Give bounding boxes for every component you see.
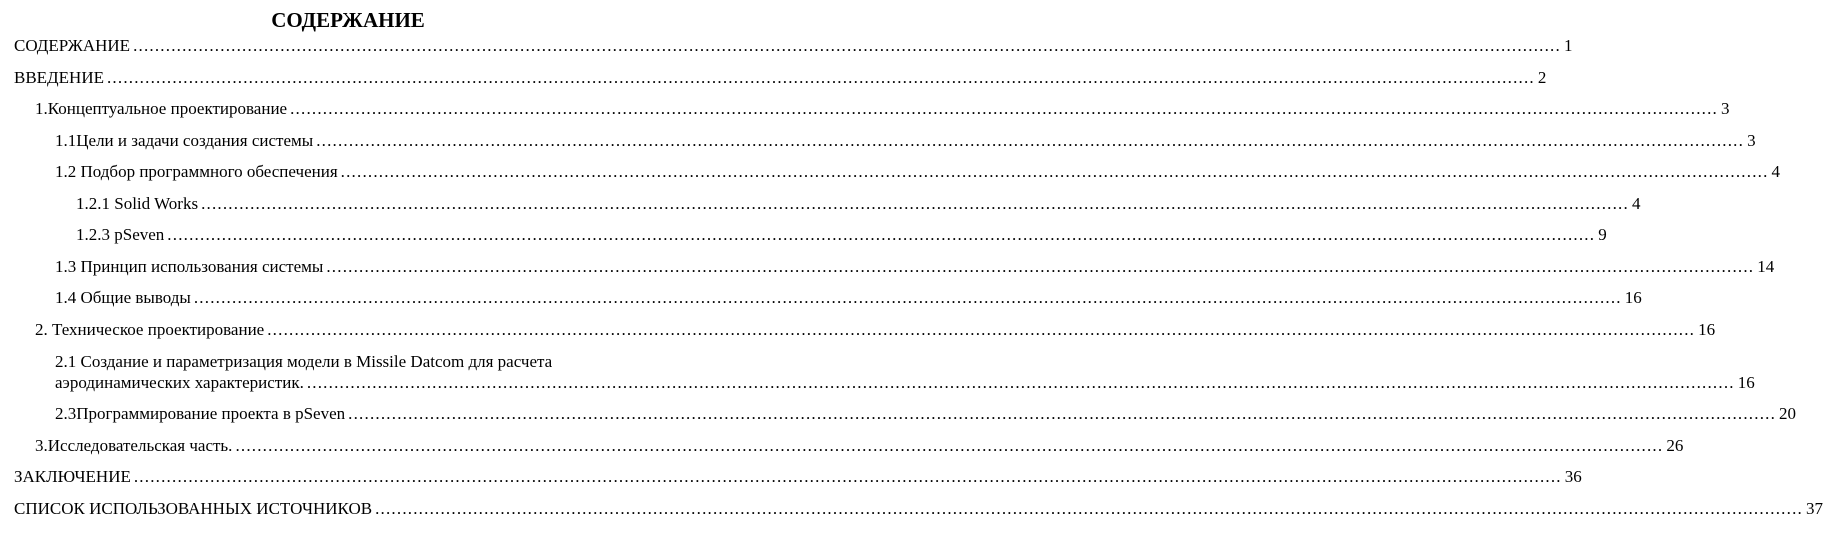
toc-entry-1[interactable] — [14, 99, 1730, 119]
toc-entry-2-1[interactable] — [14, 351, 1755, 393]
toc-page-number: 20 — [1779, 404, 1797, 423]
toc-page-number: 3 — [1721, 99, 1730, 118]
toc-entry-text: 3.Исследовательская часть. — [35, 435, 233, 455]
toc-dot-leader — [316, 131, 1744, 151]
toc-entry-3[interactable] — [14, 435, 1684, 456]
toc-entry-multiline — [55, 351, 1755, 393]
toc-entry-1-2[interactable] — [14, 162, 1781, 182]
toc-list — [14, 36, 1823, 519]
toc-entry-text: 1.Концептуальное проектирование — [35, 99, 288, 118]
toc-entry-1-3[interactable] — [14, 256, 1775, 277]
toc-entry-1-2-3[interactable] — [14, 225, 1607, 245]
toc-entry-text-line2: аэродинамических характеристик. — [55, 373, 304, 392]
toc-entry-1-2-1[interactable] — [14, 193, 1641, 214]
toc-page-number: 16 — [1698, 319, 1716, 339]
toc-dot-leader — [267, 320, 1695, 340]
toc-entry-text: ВВЕДЕНИЕ — [14, 67, 104, 87]
toc-dot-leader — [235, 436, 1663, 456]
toc-page-number: 16 — [1737, 373, 1755, 392]
toc-entry-line2-row — [55, 373, 1755, 393]
toc-page-number: 2 — [1537, 67, 1547, 87]
toc-page-number: 3 — [1747, 130, 1756, 150]
toc-entry-text: 1.2.3 pSeven — [76, 225, 165, 244]
toc-title: СОДЕРЖАНИЕ — [271, 8, 425, 32]
toc-entry-text: ЗАКЛЮЧЕНИЕ — [14, 467, 131, 486]
toc-page-number: 36 — [1564, 467, 1582, 486]
toc-dot-leader — [326, 257, 1754, 277]
toc-dot-leader — [201, 194, 1629, 214]
toc-dot-leader — [290, 99, 1718, 119]
toc-entry-text-line1: 2.1 Создание и параметризация модели в Missile Datcom для расчета — [55, 352, 553, 371]
toc-page-number: 4 — [1771, 162, 1781, 181]
toc-page-number: 16 — [1624, 288, 1642, 307]
toc-entry-text: 1.2 Подбор программного обеспечения — [55, 162, 338, 181]
toc-dot-leader — [107, 68, 1535, 88]
toc-dot-leader — [194, 288, 1622, 308]
toc-page-number: 1 — [1563, 36, 1573, 55]
toc-entry-text: 2.3Программирование проекта в pSeven — [55, 404, 346, 423]
toc-page-number: 26 — [1666, 435, 1684, 455]
toc-page-number: 4 — [1631, 193, 1641, 213]
toc-page-number: 9 — [1598, 225, 1607, 244]
toc-entry-1-4[interactable] — [14, 288, 1642, 308]
toc-dot-leader — [307, 373, 1735, 393]
toc-entry-vvedenie[interactable] — [14, 67, 1547, 88]
toc-dot-leader — [341, 162, 1769, 182]
toc-dot-leader — [134, 467, 1562, 487]
toc-entry-1-1[interactable] — [14, 130, 1756, 151]
toc-dot-leader — [375, 499, 1803, 519]
toc-dot-leader — [133, 36, 1561, 56]
toc-page-number: 14 — [1757, 256, 1775, 276]
toc-entry-spisok-istochnikov[interactable] — [14, 498, 1823, 519]
toc-entry-2[interactable] — [14, 319, 1716, 340]
toc-entry-zaklyuchenie[interactable] — [14, 467, 1582, 487]
toc-entry-text: 1.4 Общие выводы — [55, 288, 191, 307]
toc-entry-text: 1.2.1 Solid Works — [76, 193, 199, 213]
toc-entry-text: 2. Техническое проектирование — [35, 319, 265, 339]
toc-page-number: 37 — [1805, 498, 1823, 518]
toc-entry-2-3[interactable] — [14, 404, 1797, 424]
toc-dot-leader — [167, 225, 1595, 245]
toc-entry-text: 1.3 Принцип использования системы — [55, 256, 324, 276]
toc-dot-leader — [348, 404, 1776, 424]
toc-entry-soderzhanie[interactable] — [14, 36, 1573, 56]
toc-entry-text: СОДЕРЖАНИЕ — [14, 36, 131, 55]
toc-entry-text: 1.1Цели и задачи создания системы — [55, 130, 314, 150]
toc-entry-text: СПИСОК ИСПОЛЬЗОВАННЫХ ИСТОЧНИКОВ — [14, 498, 373, 518]
